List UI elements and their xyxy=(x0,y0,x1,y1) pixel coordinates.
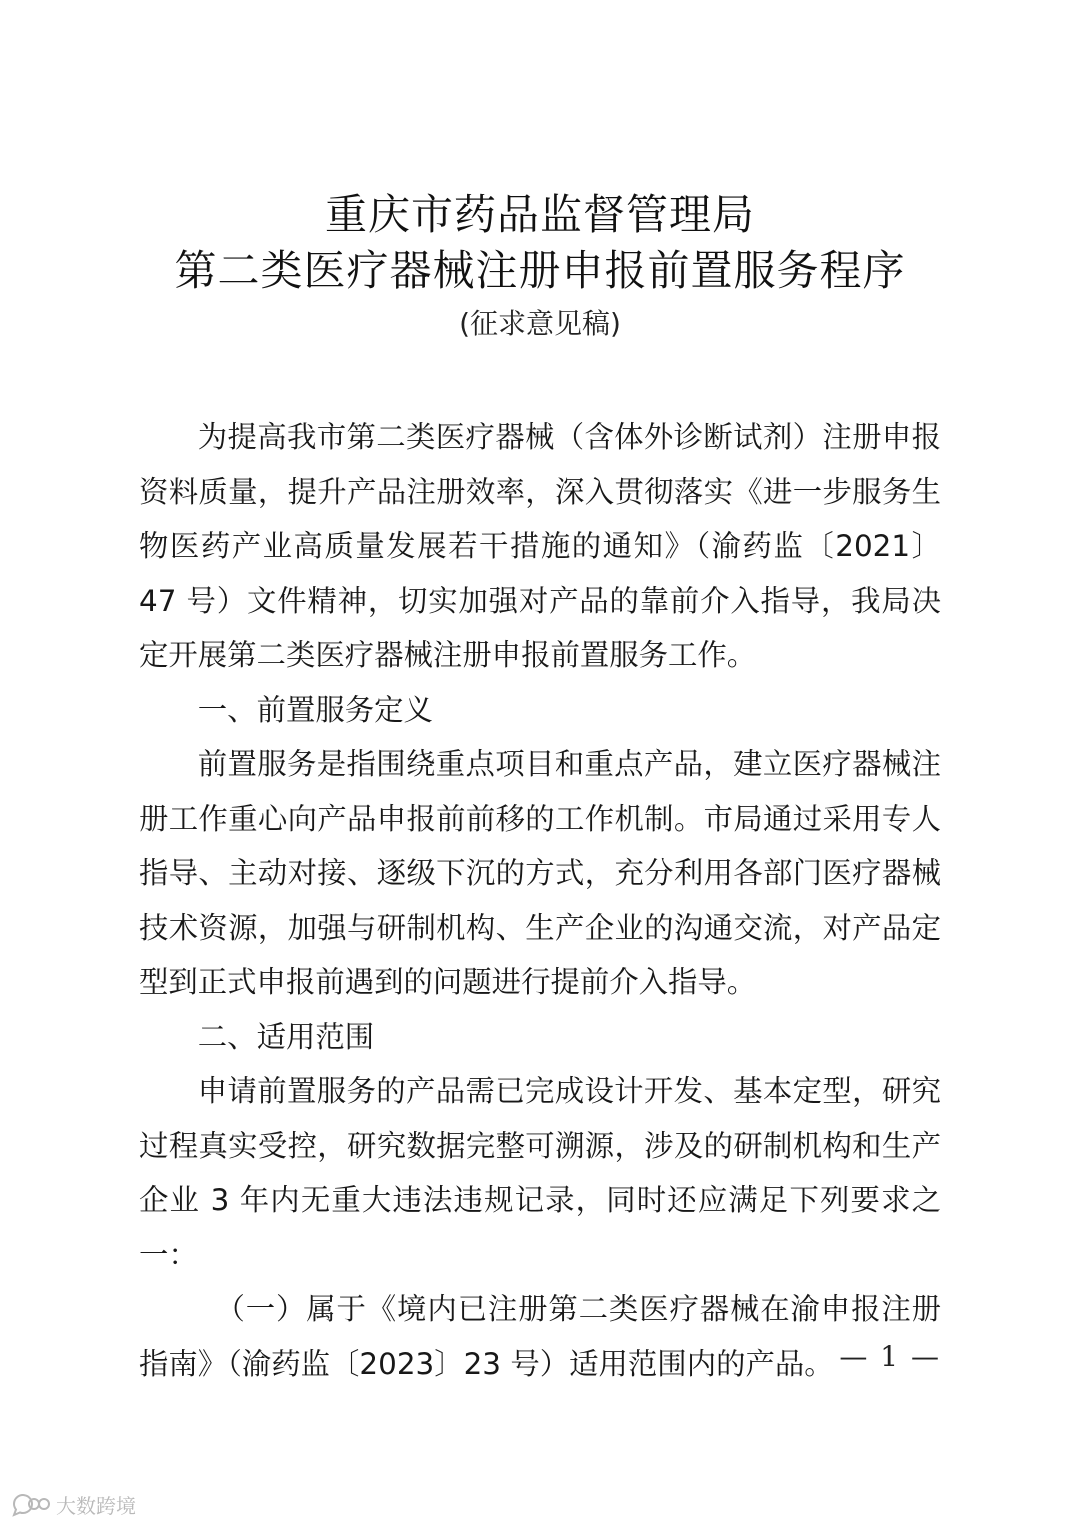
document-title-line2: 第二类医疗器械注册申报前置服务程序 xyxy=(174,246,906,295)
document-title-line1: 重庆市药品监督管理局 xyxy=(324,190,755,239)
chat-bubble-logo-icon xyxy=(10,1491,50,1517)
section-heading-scope: 二、适用范围 xyxy=(197,1019,375,1054)
document-subtitle: (征求意见稿) xyxy=(459,307,621,340)
paragraph-scope: 申请前置服务的产品需已完成设计开发、基本定型，研究过程真实受控，研究数据完整可溯源，涉及的研制机构和生产企业 3 年内无重大违法违规记录，同时还应满足下列要求之一： xyxy=(139,1074,941,1272)
watermark-text: 大数跨境 xyxy=(56,1493,136,1518)
page-number: — 1 — xyxy=(839,1340,941,1373)
document-body xyxy=(139,410,941,1391)
watermark xyxy=(10,1488,136,1520)
paragraph-definition: 前置服务是指围绕重点项目和重点产品，建立医疗器械注册工作重心向产品申报前前移的工作机制。市局通过采用专人指导、主动对接、逐级下沉的方式，充分利用各部门医疗器械技术资源，加强与研制机构、生产企业的沟通交流，对产品定型到正式申报前遇到的问题进行提前介入指导。 xyxy=(139,747,941,999)
list-item-scope-1: （一）属于《境内已注册第二类医疗器械在渝申报注册指南》（渝药监〔2023〕23 号）适用范围内的产品。 xyxy=(139,1292,941,1381)
paragraph-intro: 为提高我市第二类医疗器械（含体外诊断试剂）注册申报资料质量，提升产品注册效率，深入贯彻落实《进一步服务生物医药产业高质量发展若干措施的通知》（渝药监〔2021〕47 号）文件精神，切实加强对产品的靠前介入指导，我局决定开展第二类医疗器械注册申报前置服务工作。 xyxy=(139,420,941,672)
section-heading-definition: 一、前置服务定义 xyxy=(197,692,433,727)
